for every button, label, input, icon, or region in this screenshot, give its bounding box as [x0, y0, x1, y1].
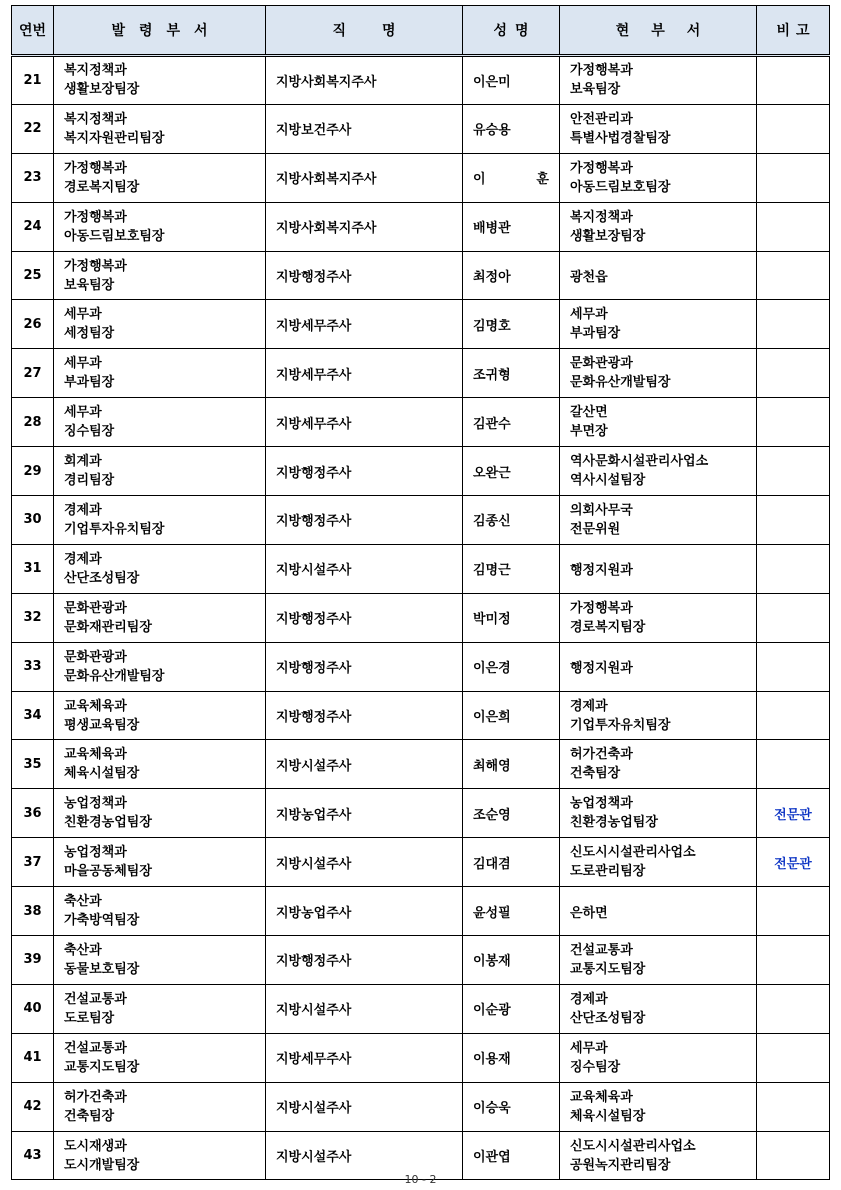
job-title	[266, 936, 463, 985]
current-dept	[560, 104, 757, 153]
job-title-text: 지방행정주사	[276, 710, 352, 726]
job-title	[266, 202, 463, 251]
table-row	[12, 1082, 830, 1131]
assigned-dept-line2: 건축팀장	[64, 1108, 115, 1124]
job-title	[266, 496, 463, 545]
assigned-dept	[54, 251, 266, 300]
person-name	[463, 1082, 560, 1131]
job-title-text: 지방행정주사	[276, 954, 352, 970]
remark	[757, 691, 830, 740]
current-dept	[560, 642, 757, 691]
remark	[757, 104, 830, 153]
assigned-dept-line1: 문화관광과	[64, 600, 127, 616]
assigned-dept	[54, 1082, 266, 1131]
table-row	[12, 447, 830, 496]
personnel-table	[11, 5, 830, 1180]
remark	[757, 1082, 830, 1131]
current-dept-line1: 가정행복과	[570, 63, 633, 79]
person-name	[463, 104, 560, 153]
table-row	[12, 398, 830, 447]
assigned-dept-line1: 농업정책과	[64, 845, 127, 861]
table-row	[12, 740, 830, 789]
assigned-dept-line2: 문화재관리팀장	[64, 619, 152, 635]
person-name-text: 최정아	[473, 270, 511, 285]
assigned-dept-line2: 경로복지팀장	[64, 179, 140, 195]
assigned-dept-line1: 가정행복과	[64, 258, 127, 274]
row-number: 21	[12, 56, 54, 105]
job-title	[266, 104, 463, 153]
current-dept-line2: 기업투자유치팀장	[570, 717, 671, 733]
page-number: 10 - 2	[404, 1173, 437, 1186]
job-title	[266, 887, 463, 936]
assigned-dept	[54, 398, 266, 447]
assigned-dept-line1: 가정행복과	[64, 209, 127, 225]
remark	[757, 447, 830, 496]
remark	[757, 56, 830, 105]
job-title	[266, 153, 463, 202]
current-dept	[560, 691, 757, 740]
remark: 전문관	[757, 789, 830, 838]
assigned-dept-line1: 축산과	[64, 942, 102, 958]
person-name	[463, 887, 560, 936]
assigned-dept	[54, 56, 266, 105]
current-dept-line2: 도로관리팀장	[570, 864, 646, 880]
person-name-text: 이용재	[473, 1052, 511, 1068]
person-name-text: 김종신	[473, 514, 511, 530]
person-name-text: 이순광	[473, 1003, 511, 1019]
assigned-dept-line1: 농업정책과	[64, 796, 127, 812]
remark	[757, 202, 830, 251]
current-dept-line1: 복지정책과	[570, 209, 633, 225]
current-dept	[560, 984, 757, 1033]
row-number: 26	[12, 300, 54, 349]
current-dept-line1: 건설교통과	[570, 942, 633, 958]
current-dept-line1: 신도시시설관리사업소	[570, 845, 696, 861]
assigned-dept	[54, 838, 266, 887]
job-title	[266, 642, 463, 691]
person-name-text: 조귀형	[473, 367, 511, 383]
current-dept-line1: 농업정책과	[570, 796, 633, 812]
table-row	[12, 496, 830, 545]
current-dept	[560, 593, 757, 642]
row-number: 29	[12, 447, 54, 496]
header-no: 연번	[12, 6, 54, 56]
person-name	[463, 936, 560, 985]
row-number: 34	[12, 691, 54, 740]
job-title-text: 지방행정주사	[276, 661, 352, 677]
remark	[757, 544, 830, 593]
job-title-text: 지방세무주사	[276, 1052, 352, 1068]
row-number: 25	[12, 251, 54, 300]
assigned-dept	[54, 496, 266, 545]
table-body	[12, 56, 830, 1180]
job-title	[266, 593, 463, 642]
assigned-dept-line1: 세무과	[64, 307, 102, 323]
person-name-text: 박미정	[473, 612, 511, 628]
current-dept	[560, 936, 757, 985]
person-name-text: 이봉재	[473, 954, 511, 970]
assigned-dept-line2: 도시개발팀장	[64, 1157, 140, 1173]
current-dept	[560, 202, 757, 251]
assigned-dept-line2: 산단조성팀장	[64, 570, 140, 586]
current-dept-line1: 가정행복과	[570, 160, 633, 176]
current-dept-line2: 부과팀장	[570, 326, 621, 342]
remark	[757, 1033, 830, 1082]
assigned-dept-line2: 경리팀장	[64, 473, 115, 489]
job-title-text: 지방시설주사	[276, 1101, 352, 1117]
row-number: 40	[12, 984, 54, 1033]
job-title	[266, 447, 463, 496]
person-name	[463, 789, 560, 838]
job-title-text: 지방사회복지주사	[276, 172, 377, 188]
current-dept-line2: 산단조성팀장	[570, 1010, 646, 1026]
current-dept	[560, 153, 757, 202]
row-number: 32	[12, 593, 54, 642]
current-dept	[560, 887, 757, 936]
person-name	[463, 496, 560, 545]
assigned-dept-line2: 평생교육팀장	[64, 717, 140, 733]
job-title-text: 지방농업주사	[276, 807, 352, 823]
current-dept-line2: 보육팀장	[570, 82, 621, 98]
current-dept	[560, 838, 757, 887]
assigned-dept-line1: 건설교통과	[64, 1040, 127, 1056]
remark	[757, 887, 830, 936]
person-name-text: 김명호	[473, 318, 511, 334]
current-dept	[560, 1082, 757, 1131]
header-current: 현부서	[560, 6, 757, 56]
row-number: 38	[12, 887, 54, 936]
person-name	[463, 691, 560, 740]
current-dept	[560, 398, 757, 447]
row-number: 28	[12, 398, 54, 447]
remark	[757, 349, 830, 398]
job-title	[266, 691, 463, 740]
person-name-text: 이은경	[473, 661, 511, 677]
row-number: 27	[12, 349, 54, 398]
row-number: 42	[12, 1082, 54, 1131]
current-dept-line2: 경로복지팀장	[570, 619, 646, 635]
job-title	[266, 1033, 463, 1082]
person-name-text: 유승용	[473, 123, 511, 139]
person-name-text: 김관수	[473, 416, 511, 432]
current-dept-line1: 문화관광과	[570, 356, 633, 372]
assigned-dept-line2: 가축방역팀장	[64, 913, 140, 929]
person-name	[463, 838, 560, 887]
remark: 전문관	[757, 838, 830, 887]
assigned-dept-line2: 문화유산개발팀장	[64, 668, 165, 684]
remark	[757, 251, 830, 300]
current-dept-line1: 광천읍	[570, 270, 608, 285]
person-name-text: 김명근	[473, 563, 511, 579]
table-row	[12, 642, 830, 691]
assigned-dept-line1: 교육체육과	[64, 747, 127, 763]
current-dept	[560, 1033, 757, 1082]
current-dept-line1: 교육체육과	[570, 1089, 633, 1105]
header-dept: 발령부서	[54, 6, 266, 56]
table-row	[12, 838, 830, 887]
current-dept-line2: 공원녹지관리팀장	[570, 1157, 671, 1173]
header-name: 성명	[463, 6, 560, 56]
assigned-dept	[54, 300, 266, 349]
assigned-dept	[54, 447, 266, 496]
job-title	[266, 300, 463, 349]
person-name	[463, 251, 560, 300]
assigned-dept-line1: 세무과	[64, 356, 102, 372]
assigned-dept	[54, 153, 266, 202]
assigned-dept	[54, 789, 266, 838]
job-title-text: 지방세무주사	[276, 318, 352, 334]
job-title-text: 지방농업주사	[276, 905, 352, 921]
person-name-text: 조순영	[473, 807, 511, 823]
row-number: 37	[12, 838, 54, 887]
table-row	[12, 349, 830, 398]
table-header-row	[12, 6, 830, 56]
assigned-dept-line2: 도로팀장	[64, 1010, 115, 1026]
person-name	[463, 153, 560, 202]
person-name	[463, 1033, 560, 1082]
assigned-dept-line2: 생활보장팀장	[64, 82, 140, 98]
assigned-dept-line2: 보육팀장	[64, 277, 115, 293]
remark	[757, 593, 830, 642]
assigned-dept-line1: 회계과	[64, 454, 102, 470]
assigned-dept	[54, 104, 266, 153]
assigned-dept-line2: 징수팀장	[64, 424, 115, 440]
remark	[757, 153, 830, 202]
assigned-dept	[54, 936, 266, 985]
assigned-dept-line1: 축산과	[64, 894, 102, 910]
assigned-dept-line2: 교통지도팀장	[64, 1059, 140, 1075]
row-number: 31	[12, 544, 54, 593]
current-dept-line2: 부면장	[570, 424, 608, 440]
person-name	[463, 300, 560, 349]
current-dept-line1: 행정지원과	[570, 563, 633, 579]
current-dept-line1: 행정지원과	[570, 661, 633, 677]
table-row	[12, 887, 830, 936]
remark	[757, 496, 830, 545]
current-dept	[560, 251, 757, 300]
current-dept-line2: 체육시설팀장	[570, 1108, 646, 1124]
person-name	[463, 202, 560, 251]
assigned-dept-line1: 복지정책과	[64, 63, 127, 79]
current-dept	[560, 544, 757, 593]
assigned-dept-line2: 복지자원관리팀장	[64, 130, 165, 146]
current-dept-line1: 신도시시설관리사업소	[570, 1138, 696, 1154]
row-number: 22	[12, 104, 54, 153]
assigned-dept-line1: 문화관광과	[64, 649, 127, 665]
remark	[757, 740, 830, 789]
assigned-dept	[54, 691, 266, 740]
job-title-text: 지방행정주사	[276, 514, 352, 530]
person-name-text: 김대겸	[473, 856, 511, 872]
table-row	[12, 153, 830, 202]
person-name-text: 이 훈	[473, 172, 549, 188]
job-title	[266, 398, 463, 447]
job-title-text: 지방시설주사	[276, 1003, 352, 1019]
assigned-dept-line1: 가정행복과	[64, 160, 127, 176]
current-dept-line1: 의회사무국	[570, 502, 633, 518]
person-name	[463, 642, 560, 691]
current-dept-line1: 갈산면	[570, 405, 608, 421]
person-name	[463, 447, 560, 496]
job-title	[266, 349, 463, 398]
current-dept	[560, 56, 757, 105]
job-title-text: 지방사회복지주사	[276, 221, 377, 237]
assigned-dept-line1: 경제과	[64, 502, 102, 518]
job-title-text: 지방세무주사	[276, 416, 352, 432]
current-dept	[560, 496, 757, 545]
person-name	[463, 984, 560, 1033]
current-dept-line1: 안전관리과	[570, 111, 633, 127]
person-name	[463, 56, 560, 105]
job-title-text: 지방보건주사	[276, 123, 352, 139]
person-name-text: 배병관	[473, 221, 511, 237]
table-row	[12, 593, 830, 642]
row-number: 35	[12, 740, 54, 789]
assigned-dept-line1: 건설교통과	[64, 991, 127, 1007]
current-dept-line1: 허가건축과	[570, 747, 633, 763]
assigned-dept-line2: 체육시설팀장	[64, 766, 140, 782]
table-row	[12, 691, 830, 740]
current-dept-line2: 건축팀장	[570, 766, 621, 782]
row-number: 36	[12, 789, 54, 838]
current-dept-line2: 친환경농업팀장	[570, 815, 658, 831]
row-number: 24	[12, 202, 54, 251]
current-dept-line2: 징수팀장	[570, 1059, 621, 1075]
table-row	[12, 251, 830, 300]
current-dept	[560, 349, 757, 398]
table-row	[12, 936, 830, 985]
header-note: 비고	[757, 6, 830, 56]
job-title-text: 지방세무주사	[276, 367, 352, 383]
job-title-text: 지방시설주사	[276, 563, 352, 579]
current-dept-line2: 전문위원	[570, 521, 621, 537]
remark	[757, 642, 830, 691]
row-number: 33	[12, 642, 54, 691]
person-name-text: 이은희	[473, 710, 511, 726]
job-title	[266, 838, 463, 887]
assigned-dept	[54, 740, 266, 789]
current-dept-line2: 역사시설팀장	[570, 473, 646, 489]
assigned-dept-line1: 도시재생과	[64, 1138, 127, 1154]
assigned-dept-line2: 친환경농업팀장	[64, 815, 152, 831]
table-row	[12, 984, 830, 1033]
job-title	[266, 56, 463, 105]
current-dept	[560, 789, 757, 838]
row-number: 41	[12, 1033, 54, 1082]
person-name	[463, 593, 560, 642]
assigned-dept-line1: 세무과	[64, 405, 102, 421]
job-title	[266, 251, 463, 300]
current-dept-line1: 은하면	[570, 905, 608, 921]
current-dept	[560, 740, 757, 789]
person-name	[463, 349, 560, 398]
person-name-text: 오완근	[473, 465, 511, 481]
person-name	[463, 544, 560, 593]
job-title-text: 지방시설주사	[276, 856, 352, 872]
current-dept	[560, 447, 757, 496]
assigned-dept	[54, 593, 266, 642]
remark	[757, 300, 830, 349]
person-name	[463, 398, 560, 447]
current-dept-line2: 생활보장팀장	[570, 228, 646, 244]
assigned-dept-line2: 아동드림보호팀장	[64, 228, 165, 244]
person-name-text: 이관엽	[473, 1150, 511, 1166]
current-dept-line1: 세무과	[570, 307, 608, 323]
assigned-dept	[54, 887, 266, 936]
table-row	[12, 104, 830, 153]
person-name	[463, 740, 560, 789]
table-row	[12, 300, 830, 349]
assigned-dept	[54, 642, 266, 691]
row-number: 23	[12, 153, 54, 202]
job-title-text: 지방시설주사	[276, 1150, 352, 1166]
current-dept-line1: 경제과	[570, 991, 608, 1007]
person-name-text: 이승욱	[473, 1101, 511, 1117]
current-dept-line2: 문화유산개발팀장	[570, 375, 671, 391]
current-dept	[560, 300, 757, 349]
job-title-text: 지방행정주사	[276, 270, 352, 285]
job-title	[266, 1082, 463, 1131]
job-title	[266, 544, 463, 593]
current-dept-line1: 경제과	[570, 698, 608, 714]
row-number: 39	[12, 936, 54, 985]
remark	[757, 398, 830, 447]
remark	[757, 984, 830, 1033]
assigned-dept	[54, 984, 266, 1033]
header-rank: 직명	[266, 6, 463, 56]
assigned-dept-line1: 경제과	[64, 551, 102, 567]
assigned-dept	[54, 544, 266, 593]
current-dept-line1: 역사문화시설관리사업소	[570, 454, 709, 470]
assigned-dept-line2: 동물보호팀장	[64, 961, 140, 977]
job-title	[266, 740, 463, 789]
current-dept-line2: 특별사법경찰팀장	[570, 130, 671, 146]
assigned-dept-line1: 허가건축과	[64, 1089, 127, 1105]
job-title-text: 지방사회복지주사	[276, 74, 377, 90]
assigned-dept-line1: 복지정책과	[64, 111, 127, 127]
current-dept-line2: 교통지도팀장	[570, 961, 646, 977]
job-title-text: 지방행정주사	[276, 612, 352, 628]
assigned-dept-line1: 교육체육과	[64, 698, 127, 714]
assigned-dept-line2: 세정팀장	[64, 326, 115, 342]
table-row	[12, 202, 830, 251]
person-name-text: 윤성필	[473, 905, 511, 921]
table-row	[12, 1033, 830, 1082]
assigned-dept	[54, 349, 266, 398]
current-dept-line1: 세무과	[570, 1040, 608, 1056]
current-dept-line1: 가정행복과	[570, 600, 633, 616]
person-name-text: 최해영	[473, 758, 511, 774]
assigned-dept	[54, 1033, 266, 1082]
assigned-dept-line2: 마을공동체팀장	[64, 864, 152, 880]
row-number: 43	[12, 1131, 54, 1180]
assigned-dept-line2: 기업투자유치팀장	[64, 521, 165, 537]
table-row	[12, 544, 830, 593]
assigned-dept	[54, 202, 266, 251]
job-title-text: 지방행정주사	[276, 465, 352, 481]
table-row	[12, 789, 830, 838]
remark	[757, 936, 830, 985]
assigned-dept-line2: 부과팀장	[64, 375, 115, 391]
row-number: 30	[12, 496, 54, 545]
table-row	[12, 56, 830, 105]
job-title	[266, 789, 463, 838]
job-title	[266, 984, 463, 1033]
current-dept-line2: 아동드림보호팀장	[570, 179, 671, 195]
job-title-text: 지방시설주사	[276, 758, 352, 774]
person-name-text: 이은미	[473, 74, 511, 90]
